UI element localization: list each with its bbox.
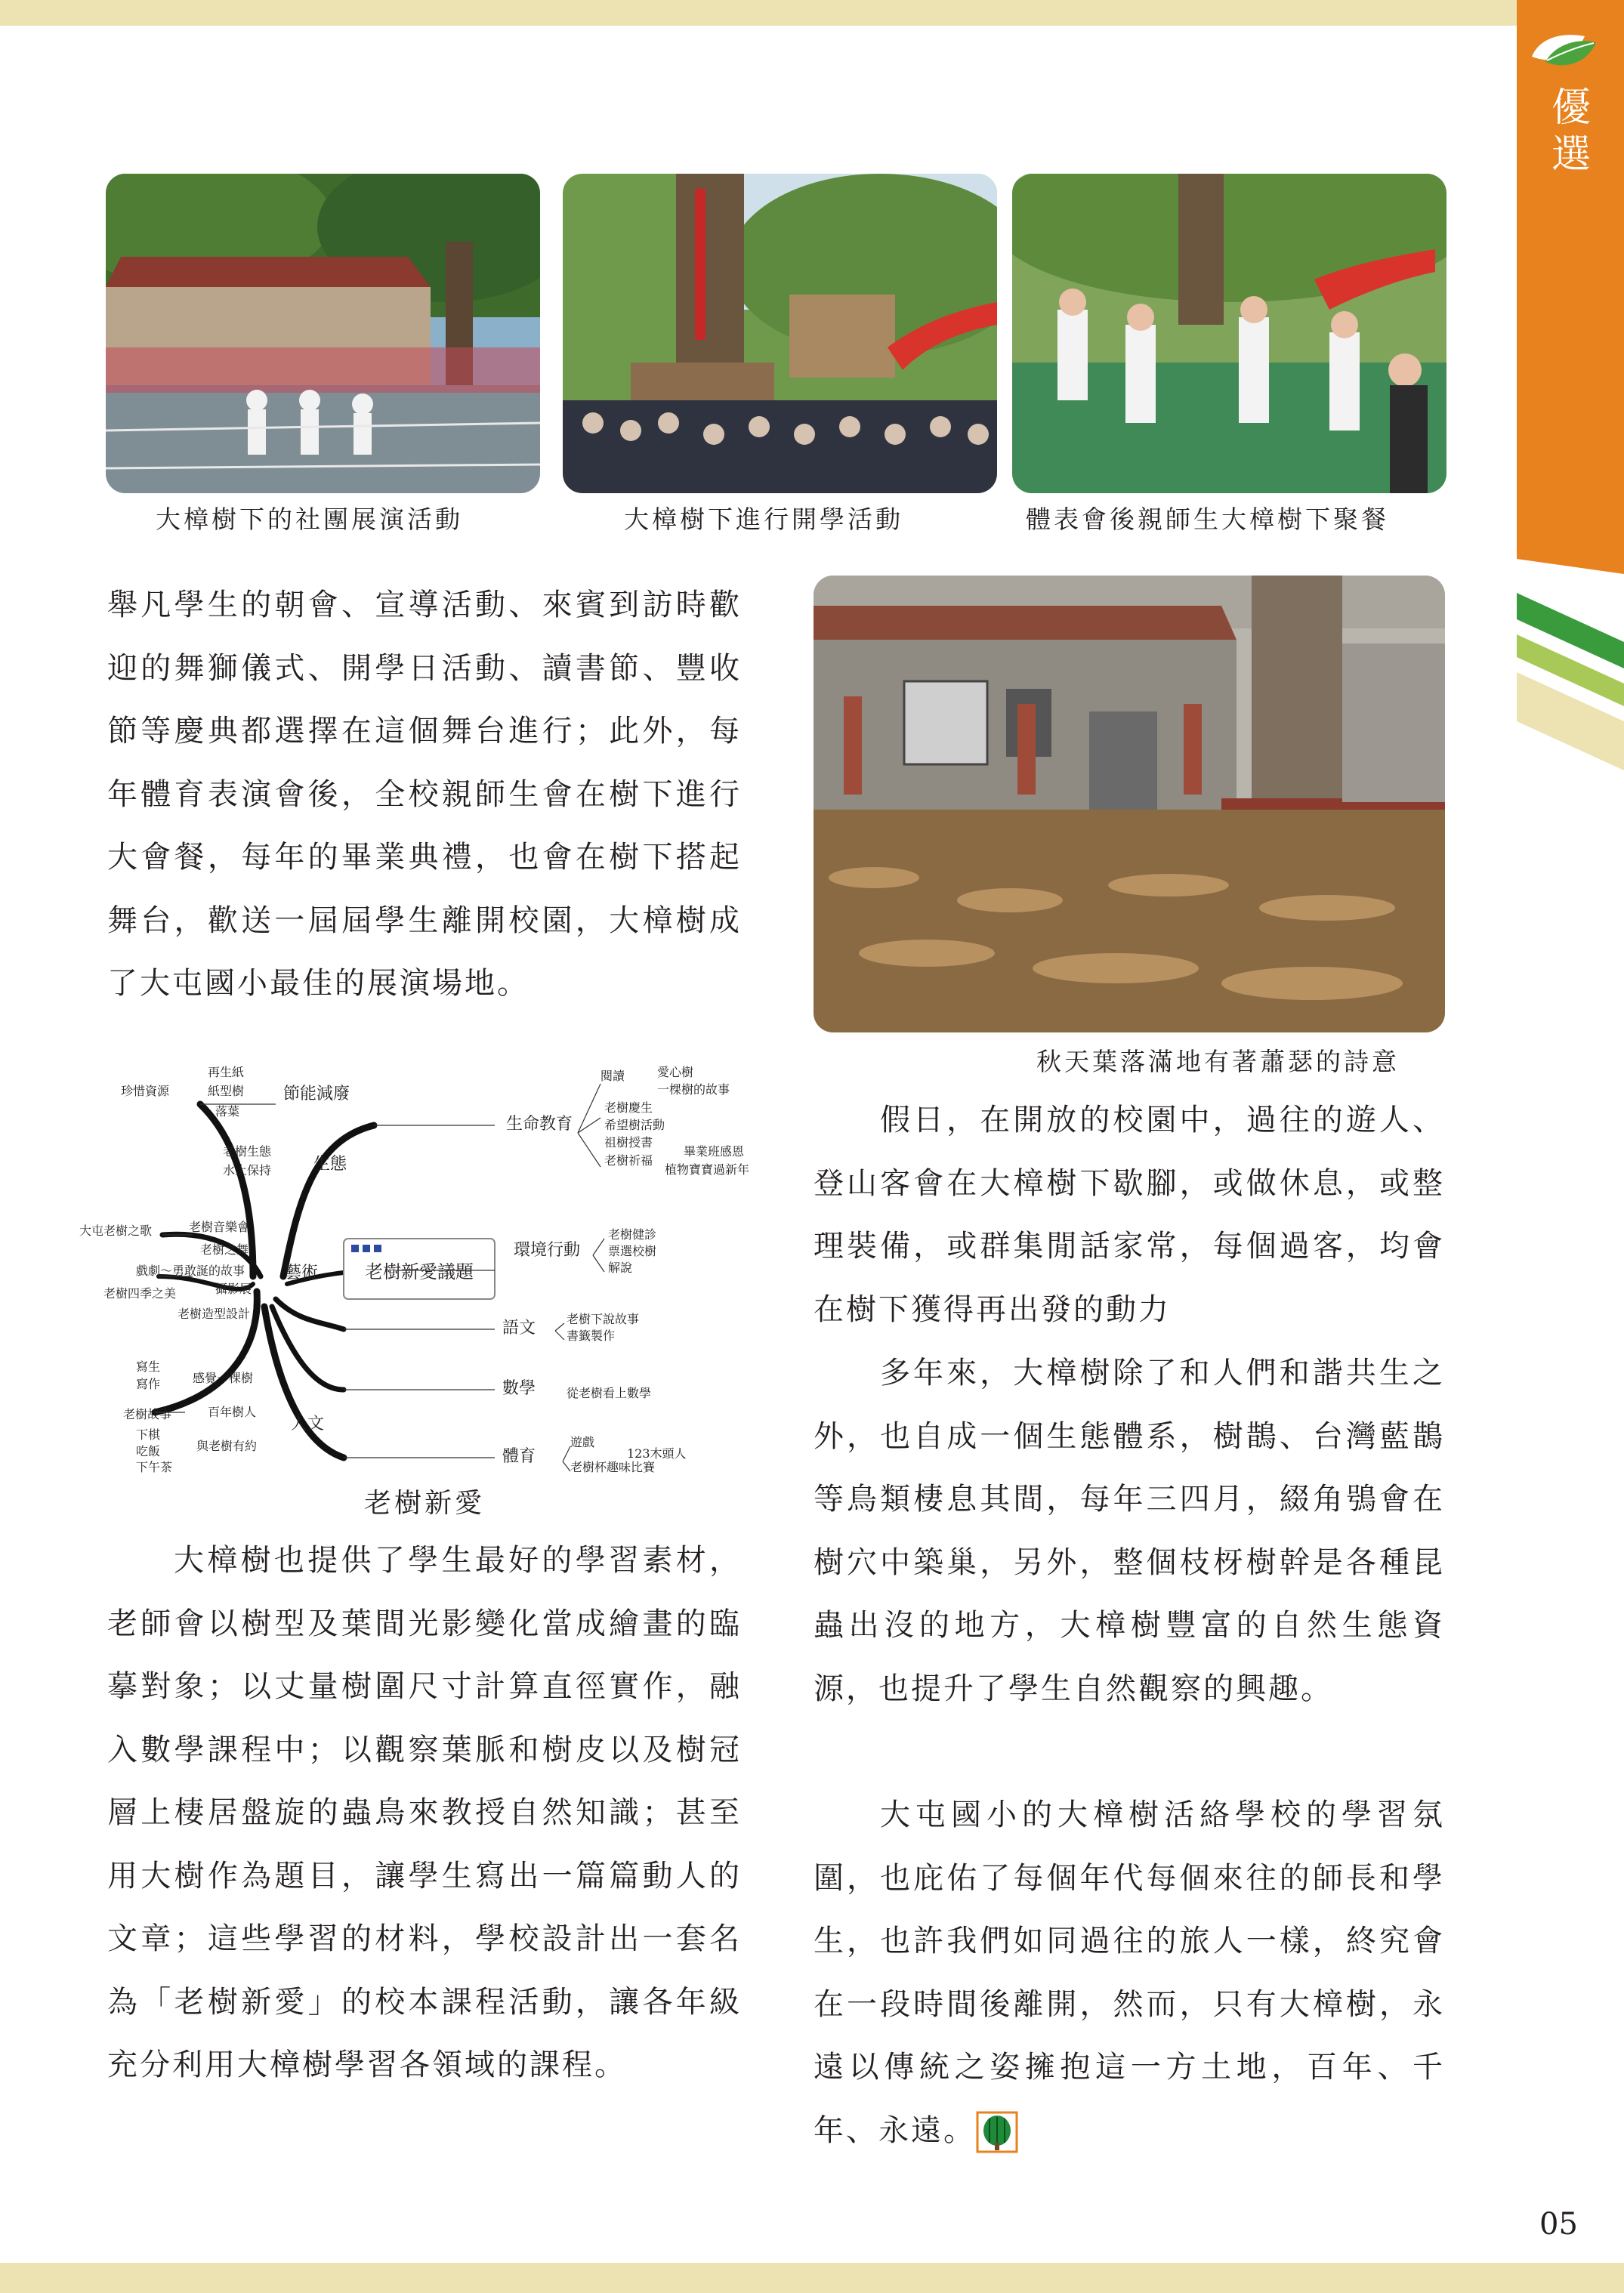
svg-text:攝影展: 攝影展 (215, 1282, 252, 1296)
branch-label: 人文 (291, 1415, 325, 1434)
paragraph-ecosystem: 多年來，大樟樹除了和人們和諧共生之外，也自成一個生態體系，樹鵲、台灣藍鵲等鳥類棲息其間，每年三四月，綴角鴞會在樹穴中築巢，另外，整個枝枒樹幹是各種昆蟲出沒的地方，大樟樹豐富的自然生態資源，也提升了學生自然觀察的興趣。 (814, 1356, 1445, 1706)
branch-label: 語文 (502, 1319, 536, 1338)
paragraph-weekend-visitors: 假日，在開放的校園中，過往的遊人、登山客會在大樟樹下歇腳，或做休息，或整理裝備，或群集閒話家常，每個過客，均會在樹下獲得再出發的動力 (814, 1103, 1445, 1327)
svg-text:畢業班感恩: 畢業班感恩 (684, 1144, 745, 1159)
svg-text:老樹下說故事: 老樹下說故事 (567, 1312, 640, 1326)
svg-text:希望樹活動: 希望樹活動 (604, 1118, 665, 1132)
svg-text:老樹故事: 老樹故事 (123, 1407, 172, 1421)
svg-text:百年樹人: 百年樹人 (208, 1405, 257, 1419)
svg-text:老樹造型設計: 老樹造型設計 (178, 1307, 251, 1321)
photo-3-caption: 體表會後親師生大樟樹下聚餐 (1026, 505, 1389, 534)
svg-text:書籤製作: 書籤製作 (567, 1329, 616, 1343)
paragraph-stage-events: 舉凡學生的朝會、宣導活動、來賓到訪時歡迎的舞獅儀式、開學日活動、讀書節、豐收節等慶典都選擇在這個舞台進行；此外，每年體育表演會後，全校親師生會在樹下進行大會餐，每年的畢業典禮，也會在樹下搭起舞台，歡送一屆屆學生離開校園，大樟樹成了大屯國小最佳的展演場地。 (107, 588, 742, 1001)
svg-text:水土保持: 水土保持 (223, 1163, 272, 1177)
svg-text:與老樹有約: 與老樹有約 (196, 1439, 258, 1453)
svg-text:植物寶寶過新年: 植物寶寶過新年 (665, 1162, 750, 1177)
mindmap-caption: 老樹新愛 (364, 1488, 486, 1519)
svg-text:老樹杯趣味比賽: 老樹杯趣味比賽 (570, 1460, 656, 1473)
top-band (0, 0, 1624, 26)
photo-1-caption: 大樟樹下的社團展演活動 (156, 505, 463, 534)
branch-label: 環境行動 (514, 1241, 581, 1260)
svg-text:祖樹授書: 祖樹授書 (604, 1135, 653, 1150)
svg-text:解說: 解說 (608, 1261, 633, 1275)
branch-label: 生態 (313, 1155, 347, 1174)
svg-text:老樹祈福: 老樹祈福 (604, 1153, 653, 1168)
tree-end-icon (976, 2111, 1018, 2153)
side-tab-label: 優 選 (1551, 85, 1591, 177)
svg-text:老樹生態: 老樹生態 (223, 1144, 272, 1159)
svg-text:寫生: 寫生 (136, 1359, 161, 1374)
branch-label: 藝術 (285, 1264, 319, 1282)
svg-text:紙型樹: 紙型樹 (208, 1084, 245, 1098)
svg-text:從老樹看上數學: 從老樹看上數學 (567, 1386, 652, 1400)
paragraph-conclusion: 大屯國小的大樟樹活絡學校的學習氛圍，也庇佑了每個年代每個來往的師長和學生，也許我們如同過往的旅人一樣，終究會在一段時間後離開，然而，只有大樟樹，永遠以傳統之姿擁抱這一方土地，百年、千年、永遠。 (814, 1784, 1445, 2162)
svg-text:落葉: 落葉 (215, 1104, 240, 1119)
svg-text:再生紙: 再生紙 (208, 1065, 245, 1079)
svg-text:老樹慶生: 老樹慶生 (604, 1100, 653, 1115)
svg-text:下午茶: 下午茶 (136, 1460, 173, 1473)
photo-2-caption: 大樟樹下進行開學活動 (624, 505, 903, 534)
svg-text:一棵樹的故事: 一棵樹的故事 (657, 1082, 730, 1097)
mindmap-center: 老樹新愛議題 (365, 1261, 474, 1282)
photo-feast (1012, 174, 1446, 493)
leaf-icon (1524, 23, 1600, 83)
svg-text:感覺一棵樹: 感覺一棵樹 (193, 1371, 254, 1385)
photo-4-caption: 秋天葉落滿地有著蕭瑟的詩意 (1036, 1047, 1400, 1076)
paragraph-learning-materials: 大樟樹也提供了學生最好的學習素材，老師會以樹型及葉間光影變化當成繪畫的臨摹對象；以丈量樹圍尺寸計算直徑實作，融入數學課程中；以觀察葉脈和樹皮以及樹冠層上棲居盤旋的蟲鳥來教授自然知識；甚至用大樹作為題目，讓學生寫出一篇篇動人的文章；這些學習的材料，學校設計出一套名為「老樹新愛」的校本課程活動，讓各年級充分利用大樟樹學習各領域的課程。 (107, 1543, 742, 2082)
svg-text:大屯老樹之歌: 大屯老樹之歌 (79, 1224, 153, 1238)
svg-text:老樹健診: 老樹健診 (608, 1227, 657, 1242)
svg-text:愛心樹: 愛心樹 (657, 1065, 694, 1079)
svg-text:珍惜資源: 珍惜資源 (121, 1084, 170, 1098)
photo-club-performance (106, 174, 540, 493)
svg-text:閱讀: 閱讀 (601, 1069, 625, 1083)
svg-text:寫作: 寫作 (136, 1377, 161, 1391)
photo-opening-ceremony (563, 174, 997, 493)
photo-autumn-leaves (814, 576, 1445, 1032)
svg-text:下棋: 下棋 (136, 1427, 161, 1442)
svg-text:老樹四季之美: 老樹四季之美 (103, 1286, 177, 1301)
mindmap-diagram (72, 1050, 767, 1473)
svg-text:戲劇～勇敢誕的故事: 戲劇～勇敢誕的故事 (136, 1264, 245, 1278)
svg-text:老樹之舞: 老樹之舞 (200, 1242, 249, 1257)
branch-label: 數學 (502, 1379, 536, 1398)
branch-label: 體育 (502, 1447, 536, 1466)
svg-text:票選校樹: 票選校樹 (608, 1244, 657, 1258)
page-number: 05 (1539, 2207, 1578, 2242)
svg-text:123木頭人: 123木頭人 (627, 1446, 687, 1461)
branch-label: 生命教育 (506, 1115, 573, 1134)
bottom-band (0, 2263, 1624, 2293)
svg-text:吃飯: 吃飯 (136, 1444, 161, 1458)
svg-text:老樹音樂會: 老樹音樂會 (189, 1220, 250, 1234)
svg-text:遊戲: 遊戲 (570, 1435, 595, 1449)
branch-label: 節能減廢 (283, 1085, 350, 1103)
